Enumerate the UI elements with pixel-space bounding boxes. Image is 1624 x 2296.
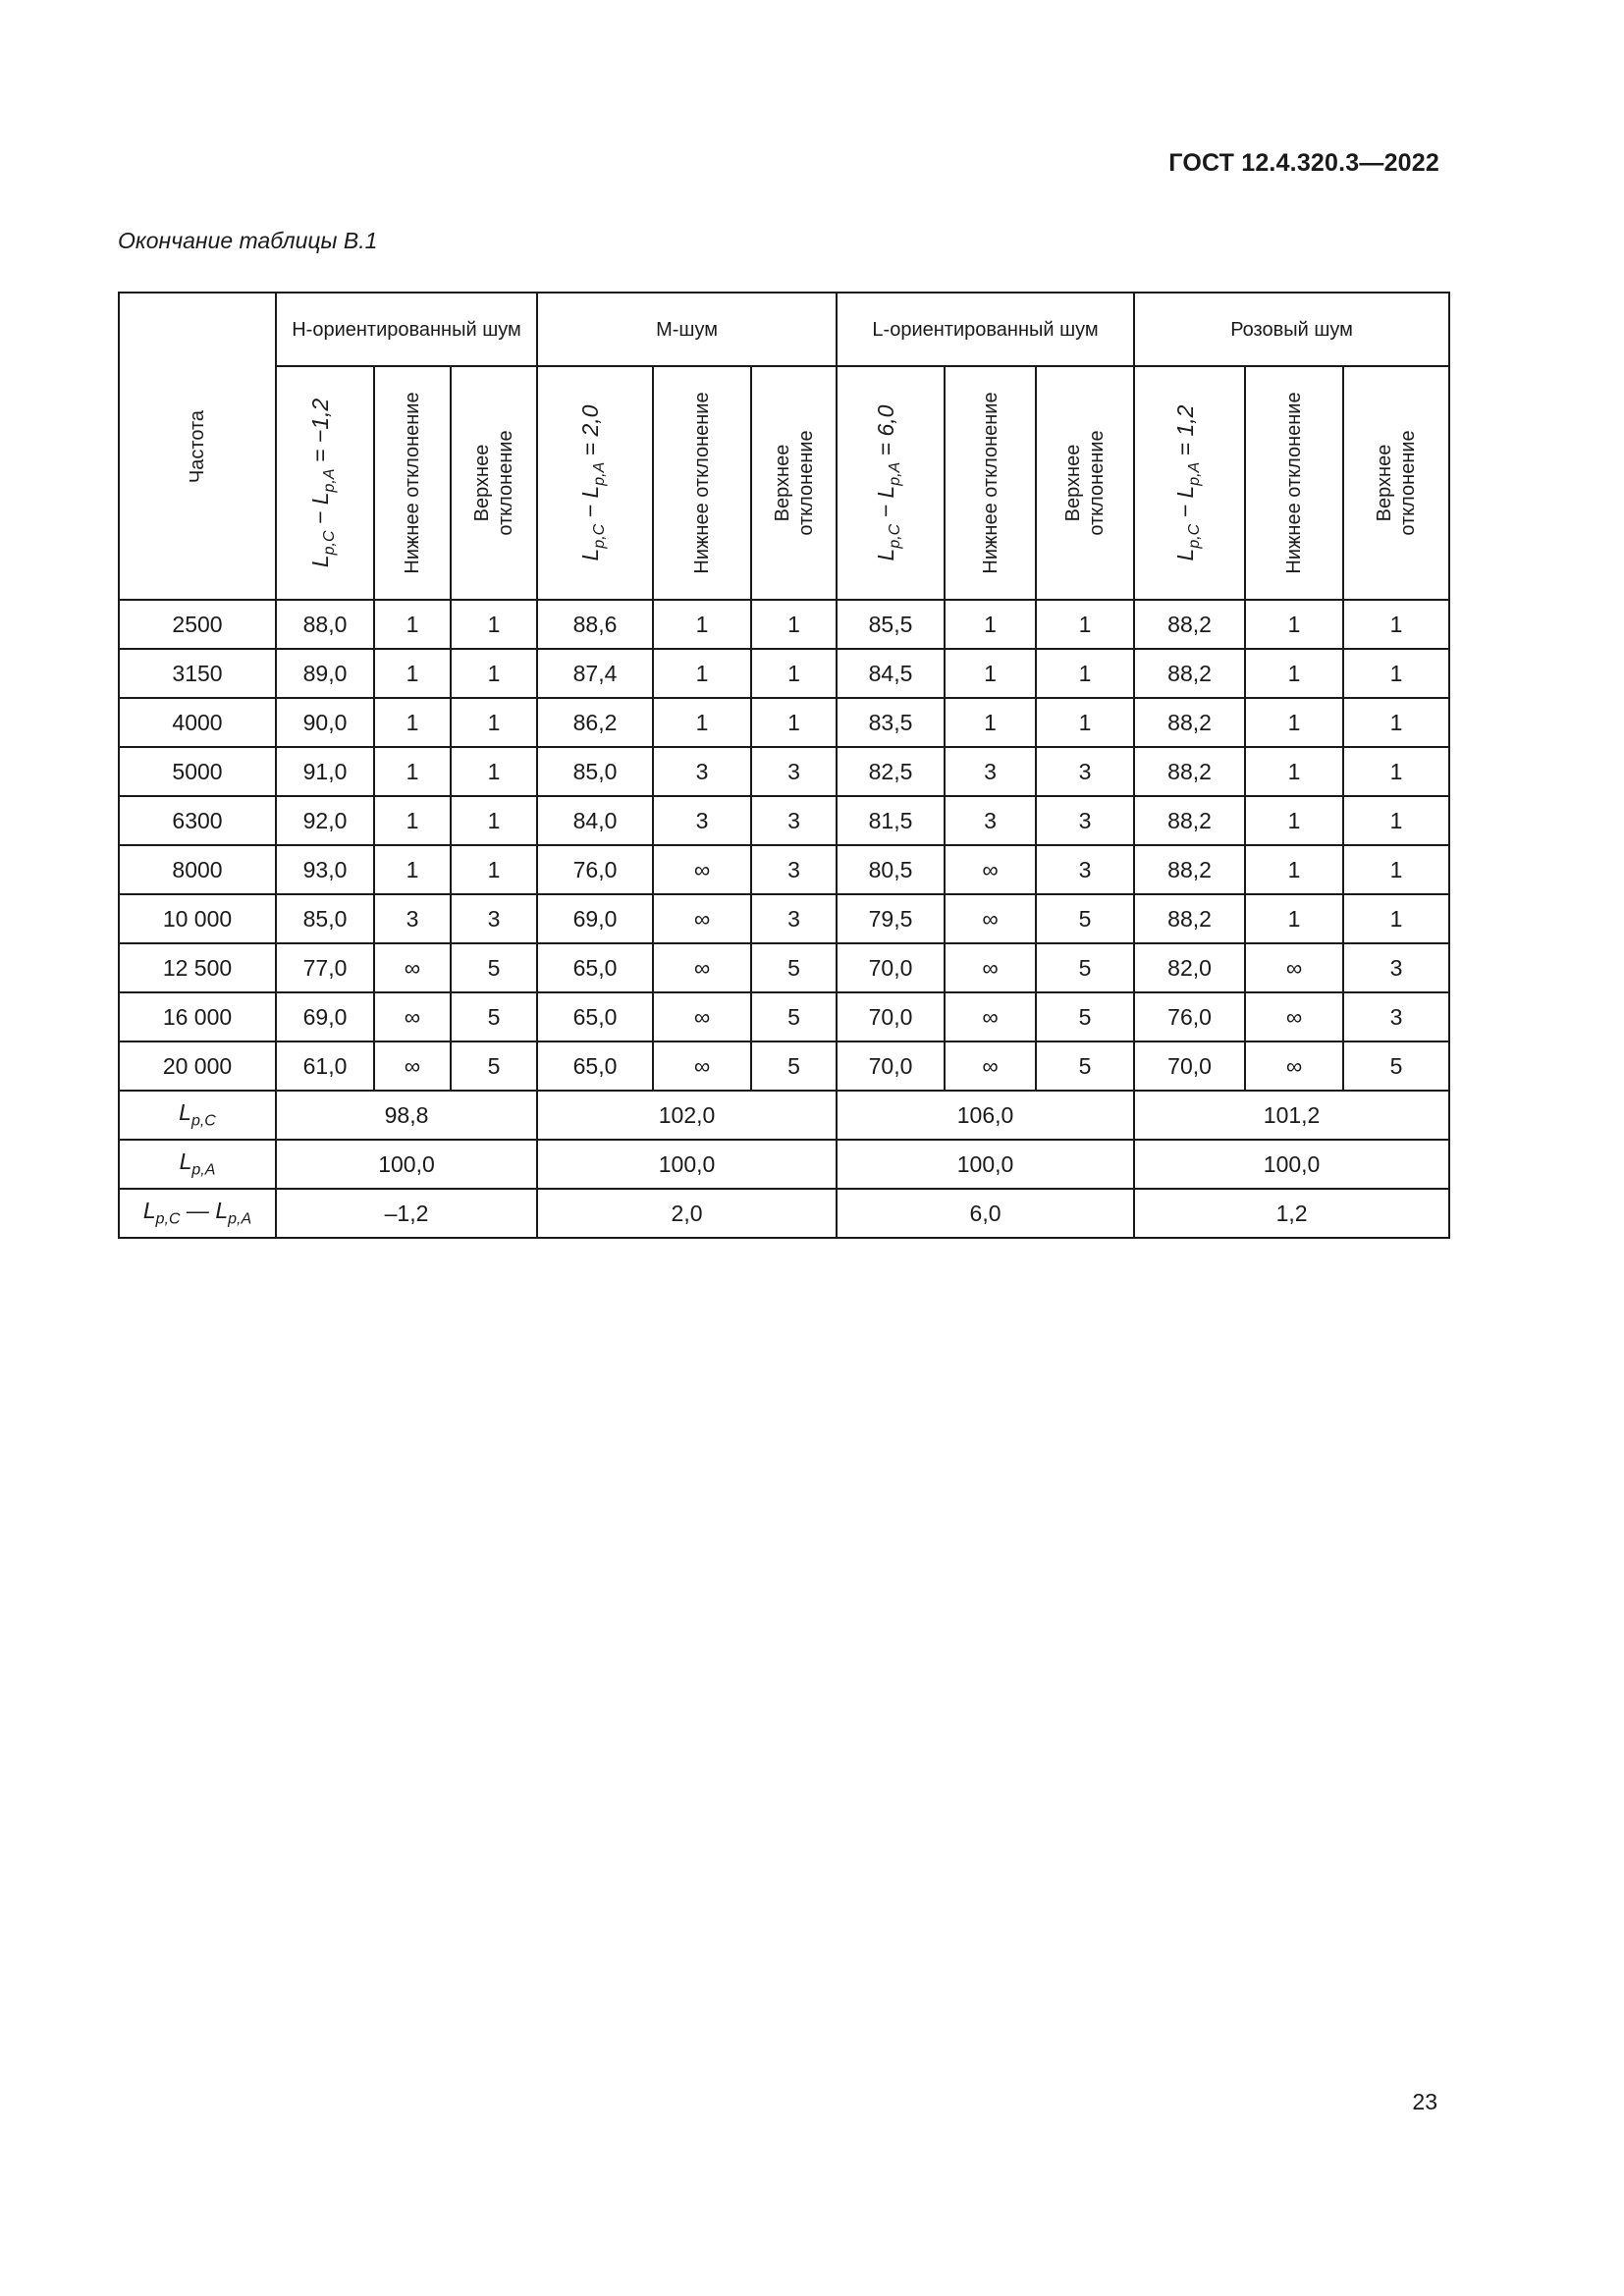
lower-dev-header [945,366,1036,600]
lower-dev-cell: ∞ [1245,1041,1343,1091]
diff-header [837,366,945,600]
summary-value: 100,0 [276,1140,537,1189]
level-cell: 92,0 [276,796,374,845]
lower-dev-cell: 1 [1245,845,1343,894]
level-cell: 70,0 [837,992,945,1041]
upper-dev-header [1036,366,1134,600]
lower-dev-cell: 1 [1245,747,1343,796]
level-cell: 88,2 [1134,600,1245,649]
diff-header-label: $L_{p,C} - L_{p,A} = 2,0$ [577,404,608,561]
lower-dev-cell: 1 [1245,698,1343,747]
lower-dev-header-label: Нижнее отклонение [402,392,423,574]
upper-dev-cell: 3 [751,796,837,845]
upper-dev-header-label: Верхнее отклонение [1062,430,1109,536]
upper-dev-header [751,366,837,600]
table-row [119,894,1449,943]
summary-row [119,1091,1449,1140]
lower-dev-cell: ∞ [945,894,1036,943]
lower-dev-cell: ∞ [1245,992,1343,1041]
level-cell: 88,0 [276,600,374,649]
level-cell: 81,5 [837,796,945,845]
level-cell: 83,5 [837,698,945,747]
level-cell: 84,5 [837,649,945,698]
upper-dev-cell: 1 [1343,600,1449,649]
lower-dev-cell: 1 [945,649,1036,698]
upper-dev-cell: 3 [1036,796,1134,845]
level-cell: 77,0 [276,943,374,992]
upper-dev-cell: 5 [451,992,537,1041]
summary-value: 102,0 [537,1091,837,1140]
table-row [119,649,1449,698]
upper-dev-cell: 1 [1343,747,1449,796]
document-code: ГОСТ 12.4.320.3—2022 [1168,149,1439,177]
table-row [119,698,1449,747]
lower-dev-cell: 1 [1245,600,1343,649]
level-cell: 85,0 [276,894,374,943]
level-cell: 76,0 [1134,992,1245,1041]
upper-dev-cell: 1 [451,600,537,649]
level-cell: 61,0 [276,1041,374,1091]
upper-dev-cell: 5 [751,992,837,1041]
diff-header [537,366,653,600]
summary-value: 100,0 [1134,1140,1449,1189]
lower-dev-cell: 3 [945,747,1036,796]
level-cell: 69,0 [537,894,653,943]
lower-dev-cell: 1 [945,698,1036,747]
level-cell: 70,0 [837,1041,945,1091]
summary-value: 100,0 [837,1140,1134,1189]
upper-dev-cell: 5 [1036,894,1134,943]
group-header-h-noise: Н-ориентированный шум [276,293,537,366]
lower-dev-cell: 3 [653,747,751,796]
lower-dev-cell: ∞ [945,992,1036,1041]
lower-dev-header [653,366,751,600]
frequency-header [119,293,276,600]
lower-dev-cell: ∞ [945,1041,1036,1091]
upper-dev-cell: 1 [1343,698,1449,747]
upper-dev-cell: 3 [751,894,837,943]
diff-header [276,366,374,600]
lower-dev-cell: ∞ [653,845,751,894]
frequency-cell: 12 500 [119,943,276,992]
level-cell: 87,4 [537,649,653,698]
lower-dev-cell: 3 [945,796,1036,845]
lower-dev-cell: 1 [374,747,451,796]
lower-dev-cell: 1 [653,600,751,649]
level-cell: 82,5 [837,747,945,796]
table-row [119,796,1449,845]
summary-label: $L_{p,C}$ — $L_{p,A}$ [119,1189,276,1238]
upper-dev-cell: 1 [1343,894,1449,943]
frequency-cell: 16 000 [119,992,276,1041]
summary-value: 2,0 [537,1189,837,1238]
table-body [119,600,1449,1091]
lower-dev-header [1245,366,1343,600]
upper-dev-header-label: Верхнее отклонение [1374,430,1420,536]
lower-dev-cell: 1 [1245,649,1343,698]
upper-dev-cell: 3 [751,747,837,796]
lower-dev-header-label: Нижнее отклонение [1283,392,1306,574]
diff-header-label: $L_{p,C} - L_{p,A} = 1,2$ [1171,404,1203,561]
level-cell: 76,0 [537,845,653,894]
upper-dev-header-label: Верхнее отклонение [771,430,817,536]
upper-dev-cell: 3 [1343,992,1449,1041]
summary-value: 100,0 [537,1140,837,1189]
summary-value: –1,2 [276,1189,537,1238]
level-cell: 88,2 [1134,796,1245,845]
level-cell: 93,0 [276,845,374,894]
summary-value: 1,2 [1134,1189,1449,1238]
lower-dev-cell: ∞ [653,992,751,1041]
upper-dev-cell: 3 [751,845,837,894]
upper-dev-cell: 1 [751,649,837,698]
level-cell: 70,0 [837,943,945,992]
lower-dev-cell: ∞ [945,943,1036,992]
diff-header [1134,366,1245,600]
frequency-cell: 4000 [119,698,276,747]
frequency-cell: 5000 [119,747,276,796]
level-cell: 82,0 [1134,943,1245,992]
level-cell: 70,0 [1134,1041,1245,1091]
lower-dev-cell: 1 [1245,796,1343,845]
table-foot [119,1091,1449,1238]
upper-dev-cell: 5 [751,1041,837,1091]
lower-dev-header-label: Нижнее отклонение [691,392,714,574]
upper-dev-cell: 5 [751,943,837,992]
upper-dev-cell: 1 [1343,845,1449,894]
lower-dev-cell: 3 [374,894,451,943]
upper-dev-cell: 3 [1036,845,1134,894]
upper-dev-header [1343,366,1449,600]
group-header-pink-noise: Розовый шум [1134,293,1449,366]
upper-dev-cell: 1 [751,698,837,747]
upper-dev-cell: 5 [1036,1041,1134,1091]
frequency-cell: 8000 [119,845,276,894]
lower-dev-cell: 1 [374,649,451,698]
frequency-table [118,292,1450,1239]
lower-dev-cell: ∞ [374,1041,451,1091]
level-cell: 85,0 [537,747,653,796]
upper-dev-cell: 1 [1036,600,1134,649]
lower-dev-cell: ∞ [945,845,1036,894]
page-number: 23 [1412,2089,1437,2114]
frequency-cell: 10 000 [119,894,276,943]
sub-header-row [119,366,1449,600]
summary-row [119,1189,1449,1238]
level-cell: 85,5 [837,600,945,649]
level-cell: 69,0 [276,992,374,1041]
level-cell: 86,2 [537,698,653,747]
lower-dev-cell: 1 [945,600,1036,649]
lower-dev-header [374,366,451,600]
upper-dev-cell: 3 [1343,943,1449,992]
lower-dev-cell: ∞ [653,894,751,943]
level-cell: 65,0 [537,1041,653,1091]
lower-dev-cell: 1 [374,698,451,747]
upper-dev-header-label: Верхнее отклонение [471,430,516,536]
upper-dev-cell: 3 [1036,747,1134,796]
level-cell: 89,0 [276,649,374,698]
upper-dev-cell: 1 [751,600,837,649]
summary-label: $L_{p,A}$ [119,1140,276,1189]
upper-dev-cell: 5 [1036,992,1134,1041]
level-cell: 65,0 [537,943,653,992]
upper-dev-cell: 1 [451,845,537,894]
table-row [119,845,1449,894]
table-row [119,600,1449,649]
diff-header-label: $L_{p,C} - L_{p,A} = -1,2$ [307,398,338,568]
lower-dev-cell: ∞ [653,943,751,992]
upper-dev-cell: 1 [1343,796,1449,845]
group-header-m-noise: М-шум [537,293,837,366]
level-cell: 90,0 [276,698,374,747]
frequency-cell: 20 000 [119,1041,276,1091]
upper-dev-cell: 3 [451,894,537,943]
upper-dev-cell: 1 [1343,649,1449,698]
lower-dev-cell: ∞ [1245,943,1343,992]
lower-dev-cell: 1 [1245,894,1343,943]
lower-dev-cell: ∞ [653,1041,751,1091]
table-row [119,1041,1449,1091]
upper-dev-cell: 1 [451,698,537,747]
level-cell: 91,0 [276,747,374,796]
lower-dev-header-label: Нижнее отклонение [979,392,1001,574]
group-header-l-noise: L-ориентированный шум [837,293,1134,366]
upper-dev-cell: 5 [451,943,537,992]
summary-value: 101,2 [1134,1091,1449,1140]
summary-value: 6,0 [837,1189,1134,1238]
upper-dev-cell: 5 [451,1041,537,1091]
upper-dev-cell: 1 [451,796,537,845]
summary-value: 98,8 [276,1091,537,1140]
lower-dev-cell: 1 [653,698,751,747]
level-cell: 88,6 [537,600,653,649]
lower-dev-cell: 1 [374,796,451,845]
lower-dev-cell: ∞ [374,943,451,992]
upper-dev-cell: 5 [1036,943,1134,992]
level-cell: 84,0 [537,796,653,845]
lower-dev-cell: 1 [653,649,751,698]
diff-header-label: $L_{p,C} - L_{p,A} = 6,0$ [873,404,903,561]
upper-dev-cell: 1 [1036,649,1134,698]
frequency-cell: 6300 [119,796,276,845]
level-cell: 88,2 [1134,845,1245,894]
level-cell: 88,2 [1134,747,1245,796]
upper-dev-cell: 5 [1343,1041,1449,1091]
frequency-cell: 2500 [119,600,276,649]
level-cell: 88,2 [1134,698,1245,747]
summary-row [119,1140,1449,1189]
frequency-header-label: Частота [187,409,208,483]
level-cell: 88,2 [1134,649,1245,698]
upper-dev-cell: 1 [451,649,537,698]
lower-dev-cell: ∞ [374,992,451,1041]
table-row [119,943,1449,992]
table-row [119,992,1449,1041]
upper-dev-cell: 1 [451,747,537,796]
summary-value: 106,0 [837,1091,1134,1140]
upper-dev-cell: 1 [1036,698,1134,747]
level-cell: 65,0 [537,992,653,1041]
lower-dev-cell: 3 [653,796,751,845]
level-cell: 80,5 [837,845,945,894]
upper-dev-header [451,366,537,600]
level-cell: 88,2 [1134,894,1245,943]
lower-dev-cell: 1 [374,600,451,649]
table-row [119,747,1449,796]
frequency-cell: 3150 [119,649,276,698]
table-caption: Окончание таблицы В.1 [118,228,378,253]
summary-label: $L_{p,C}$ [119,1091,276,1140]
level-cell: 79,5 [837,894,945,943]
lower-dev-cell: 1 [374,845,451,894]
